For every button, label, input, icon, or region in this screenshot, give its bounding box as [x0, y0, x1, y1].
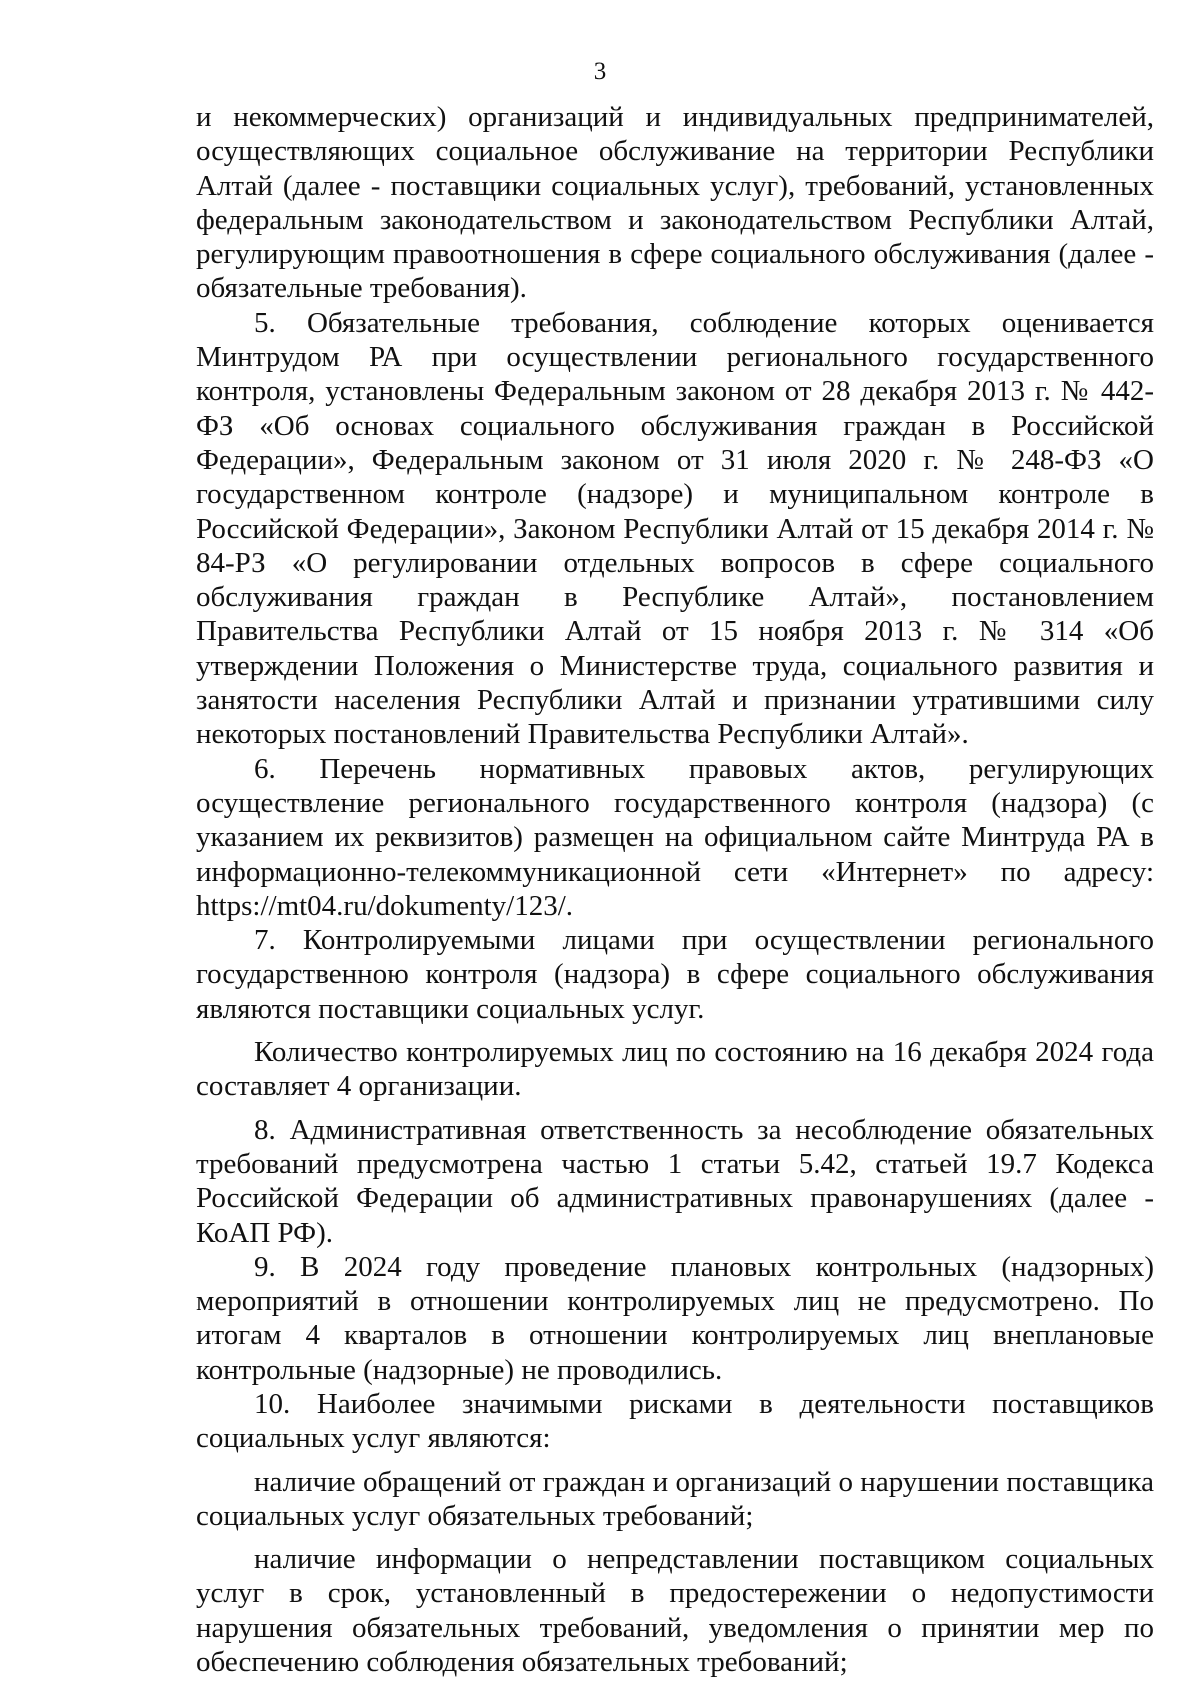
document-body — [196, 100, 1154, 1679]
paragraph-continuation: и некоммерческих) организаций и индивидуальных предпринимателей, осуществляющих социальное обслуживание на территории Республики Алтай (далее - поставщики социальных услуг), требований, установленных федеральным законодательством и законодательством Республики Алтай, регулирующим правоотношения в сфере социального обслуживания (далее - обязательные требования). — [196, 101, 1154, 305]
paragraph-5: 5. Обязательные требования, соблюдение которых оценивается Минтрудом РА при осуществлении регионального государственного контроля, установлены Федеральным законом от 28 декабря 2013 г. № 442-ФЗ «Об основах социального обслуживания граждан в Российской Федерации», Федеральным законом от 31 июля 2020 г. № 248-ФЗ «О государственном контроле (надзоре) и муниципальном контроле в Российской Федерации», Законом Республики Алтай от 15 декабря 2014 г. № 84-РЗ «О регулировании отдельных вопросов в сфере социального обслуживания граждан в Республике Алтай», постановлением Правительства Республики Алтай от 15 ноября 2013 г. № 314 «Об утверждении Положения о Министерстве труда, социального развития и занятости населения Республики Алтай и признании утратившими силу некоторых постановлений Правительства Республики Алтай». — [196, 306, 1154, 751]
paragraph-6: 6. Перечень нормативных правовых актов, регулирующих осуществление регионального государственного контроля (надзора) (с указанием их реквизитов) размещен на официальном сайте Минтруда РА в информационно-телекоммуникационной сети «Интернет» по адресу: https://mt04.ru/dokumenty/123/. — [196, 752, 1154, 922]
paragraph-7: 7. Контролируемыми лицами при осуществлении регионального государственною контроля (надзора) в сфере социального обслуживания являются поставщики социальных услуг. — [196, 924, 1154, 1025]
paragraph-8: 8. Административная ответственность за несоблюдение обязательных требований предусмотрена частью 1 статьи 5.42, статьей 19.7 Кодекса Российской Федерации об административных правонарушениях (далее - КоАП РФ). — [196, 1113, 1154, 1249]
risk-item-1: наличие обращений от граждан и организаций о нарушении поставщика социальных услуг обязательных требований; — [196, 1465, 1154, 1532]
risk-item-2: наличие информации о непредставлении поставщиком социальных услуг в срок, установленный в предостережении о недопустимости нарушения обязательных требований, уведомления о принятии мер по обеспечению соблюдения обязательных требований; — [196, 1543, 1154, 1679]
paragraph-9: 9. В 2024 году проведение плановых контрольных (надзорных) мероприятий в отношении контролируемых лиц не предусмотрено. По итогам 4 кварталов в отношении контролируемых лиц внеплановые контрольные (надзорные) не проводились. — [196, 1250, 1154, 1386]
paragraph-7-count: Количество контролируемых лиц по состоянию на 16 декабря 2024 года составляет 4 организации. — [196, 1036, 1154, 1103]
page-number: 3 — [593, 58, 607, 85]
paragraph-10: 10. Наиболее значимыми рисками в деятельности поставщиков социальных услуг являются: — [196, 1387, 1154, 1455]
